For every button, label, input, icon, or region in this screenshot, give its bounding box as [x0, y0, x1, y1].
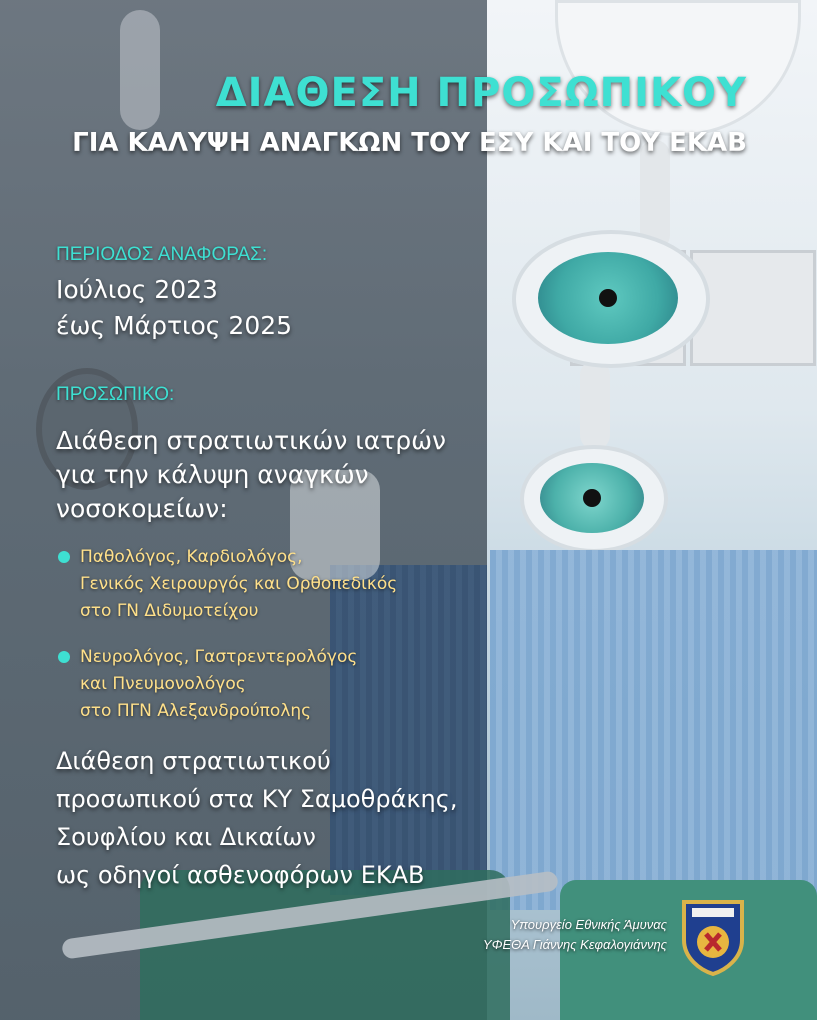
closing-line: Σουφλίου και Δικαίων [56, 823, 316, 851]
poster-title: ΔΙΑΘΕΣΗ ΠΡΟΣΩΠΙΚΟΥ [215, 70, 747, 116]
intro-line: Διάθεση στρατιωτικών ιατρών [56, 426, 447, 455]
lamp-arm-left [120, 10, 160, 130]
lamp-arm [580, 360, 610, 450]
closing-line: ως οδηγοί ασθενοφόρων ΕΚΑΒ [56, 861, 425, 889]
subtitle-text: ΓΙΑ ΚΑΛΥΨΗ ΑΝΑΓΚΩΝ ΤΟΥ ΕΣΥ ΚΑΙ ΤΟΥ ΕΚΑΒ [72, 128, 747, 158]
bullet-item [58, 544, 397, 625]
bullet-line: στο ΠΓΝ Αλεξανδρούπολης [80, 701, 312, 721]
intro-line: για την κάλυψη αναγκών [56, 460, 369, 489]
closing-statement [56, 742, 457, 894]
surgical-lamp-upper [512, 230, 710, 368]
surgical-lamp-lower [520, 445, 668, 553]
personnel-intro [56, 424, 446, 526]
bullet-dot [58, 651, 70, 663]
poster-subtitle [72, 128, 747, 158]
ministry-emblem-icon [680, 896, 746, 976]
personnel-label: ΠΡΟΣΩΠΙΚΟ: [56, 384, 175, 405]
bullet-line: Γενικός Χειρουργός και Ορθοπεδικός [80, 574, 398, 594]
bullet-line: Παθολόγος, Καρδιολόγος, [80, 547, 303, 567]
bullet-dot [58, 551, 70, 563]
closing-line: προσωπικού στα ΚΥ Σαμοθράκης, [56, 785, 458, 813]
window-blinds [490, 550, 817, 910]
deputy-minister: ΥΦΕΘΑ Γιάννης Κεφαλογιάννης [482, 937, 667, 952]
bullet-line: και Πνευμονολόγος [80, 674, 246, 694]
bullet-line: στο ΓΝ Διδυμοτείχου [80, 601, 259, 621]
period-end: έως Μάρτιος 2025 [56, 311, 293, 340]
intro-line: νοσοκομείων: [56, 494, 228, 523]
closing-line: Διάθεση στρατιωτικού [56, 747, 331, 775]
period-label: ΠΕΡΙΟΔΟΣ ΑΝΑΦΟΡΑΣ: [56, 244, 268, 265]
period-start: Ιούλιος 2023 [56, 275, 218, 304]
ministry-name: Υπουργείο Εθνικής Άμυνας [510, 917, 667, 932]
bullet-item [58, 644, 357, 725]
bullet-line: Νευρολόγος, Γαστρεντερολόγος [80, 647, 358, 667]
ministry-credit [483, 915, 667, 955]
